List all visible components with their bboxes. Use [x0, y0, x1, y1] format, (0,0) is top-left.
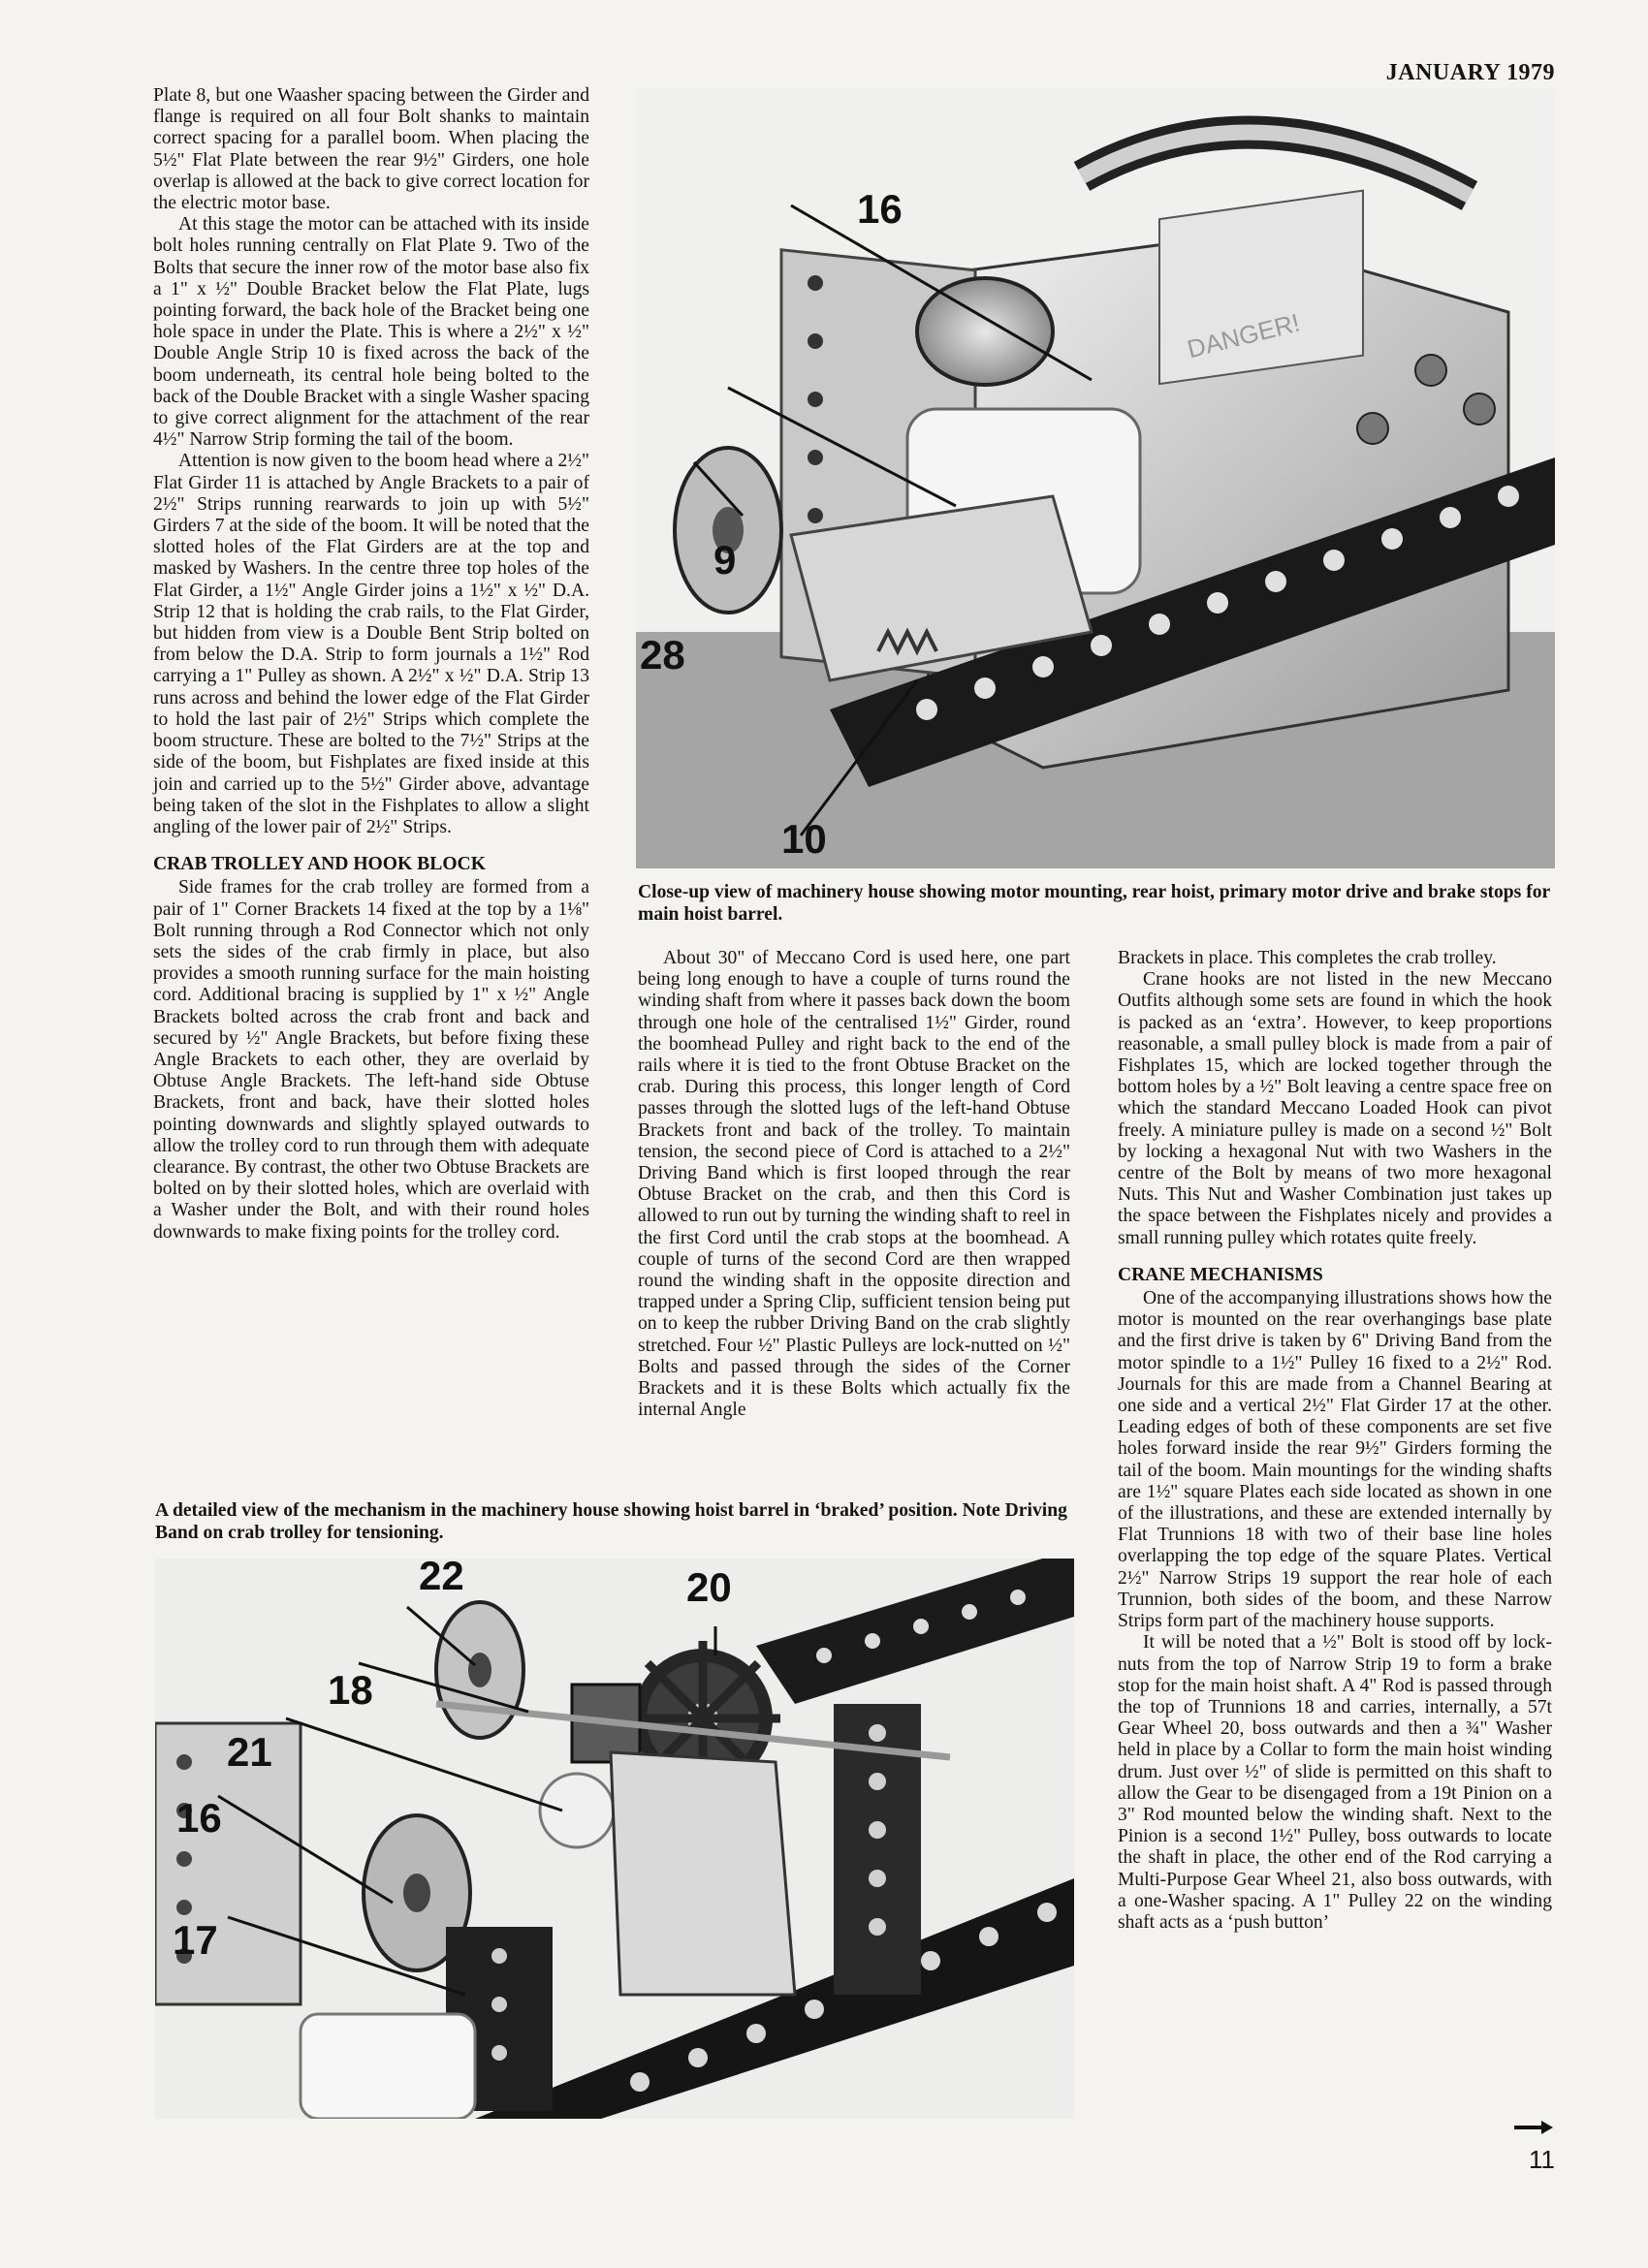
paragraph: Attention is now given to the boom head where a 2½" Flat Girder 11 is attached by Angle Brackets to a pair of 2½" Strips running rearwards to join up with 5½" Girders 7 at the side of the boom. It will be noted that the slotted holes of the Flat Girders are at the top and masked by Washers. In the centre three top holes of the Flat Girder, a 1½" Angle Girder joins a 1½" x ½" D.A. Strip 12 that is holding the crab rails, to the Flat Girder, but hidden from view is a Double Bent Strip bolted on from below the D.A. Strip to form journals a 1½" Rod carrying a 1" Pulley as shown. A 2½" x ½" D.A. Strip 13 runs across and behind the lower edge of the Flat Girder to hold the last pair of 2½" Strips which complete the boom structure. These are bolted to the 7½" Strips at the side of the boom, but Fishplates are fixed inside at this join and carried up to the 5½" Girder above, advantage being taken of the slot in the Fishplates to allow a slight angling of the lower pair of 2½" Strips.	[153, 451, 589, 837]
callout-label-17: 17	[173, 1917, 218, 1963]
callout-label-22: 22	[419, 1559, 464, 1598]
photo-bottom-illustration	[155, 1559, 1074, 2119]
callout-label-10: 10	[781, 816, 827, 862]
callout-label-28: 28	[640, 632, 685, 677]
section-heading-crab-trolley: CRAB TROLLEY AND HOOK BLOCK	[153, 854, 486, 875]
callout-label-20: 20	[686, 1564, 732, 1610]
photo-machinery-house-closeup	[636, 89, 1555, 868]
text-column-left	[153, 85, 589, 1244]
callout-label-16-bottom: 16	[176, 1795, 222, 1841]
paragraph: Plate 8, but one Waasher spacing between the Girder and flange is required on all four Bolt shanks to maintain correct spacing for a parallel boom. When placing the 5½" Flat Plate between the rear 9½" Girders, one hole overlap is allowed at the back to give correct location for the electric motor base.	[153, 85, 589, 214]
paragraph: About 30" of Meccano Cord is used here, one part being long enough to have a couple of turns round the winding shaft from where it passes back down the boom through one hole of the centralised 1½" Girder, round the boomhead Pulley and right back to the end of the rails where it is tied to the front Obtuse Bracket on the crab. During this process, this longer length of Cord passes through the slotted lugs of the left-hand Obtuse Brackets front and back of the trolley. To maintain tension, the second piece of Cord is attached to a 2½" Driving Band which is first looped through the rear Obtuse Bracket on the crab, and then this Cord is allowed to run out by turning the winding shaft to reel in the first Cord until the crab stops at the boomhead. A couple of turns of the second Cord are then wrapped round the winding shaft in the opposite direction and trapped under a Spring Clip, sufficient tension being put on to keep the rubber Driving Band on the crab slightly stretched. Four ½" Plastic Pulleys are lock-nutted on ½" Bolts and passed through the sides of the Corner Brackets and it is these Bolts which actually fix the internal Angle	[638, 948, 1070, 1421]
danger-sign-text: DANGER!	[1184, 307, 1303, 364]
paragraph: One of the accompanying illustrations shows how the motor is mounted on the rear overhangings base plate and the first drive is taken by 6" Driving Band from the motor spindle to a 1½" Pulley 16 fixed to a 2½" Rod. Journals for this are made from a Channel Bearing at one side and a vertical 2½" Flat Girder 17 at the other. Leading edges of both of these components are set five holes forward inside the rear 9½" Girders forming the tail of the boom. Main mountings for the winding shafts are 1½" square Plates each side located as shown in one of the illustrations, and these are extended internally by Flat Trunnions 18 with two of their base line holes overlapping the top edge of the square Plates. Vertical 2½" Narrow Strips 19 support the rear hole of each Trunnion, both sides of the boom, and these Narrow Strips form part of the machinery house supports.	[1118, 1288, 1552, 1632]
photo-mechanism-detail	[155, 1559, 1074, 2119]
text-column-right	[1118, 948, 1552, 1934]
page-header-date: JANUARY 1979	[1385, 60, 1555, 85]
text-column-middle	[638, 948, 1070, 1421]
photo-top-caption: Close-up view of machinery house showing motor mounting, rear hoist, primary motor drive and brake stops for main hoist barrel.	[638, 882, 1550, 925]
callout-label-9: 9	[713, 537, 737, 583]
continued-arrow-icon	[1514, 2121, 1553, 2134]
section-heading-crane-mechanisms: CRANE MECHANISMS	[1118, 1264, 1323, 1285]
photo-bottom-caption: A detailed view of the mechanism in the machinery house showing hoist barrel in ‘braked’ position. Note Driving Band on crab trolley for tensioning.	[155, 1500, 1067, 1543]
page-number: 11	[1529, 2145, 1555, 2174]
paragraph: Side frames for the crab trolley are formed from a pair of 1" Corner Brackets 14 fixed at the top by a 1⅛" Bolt running through a Rod Connector which not only sets the sides of the crab firmly in place, but also provides a smooth running surface for the main hoisting cord. Additional bracing is supplied by 1" x ½" Angle Brackets bolted across the crab front and back and secured by ½" Angle Brackets, but before fixing these Angle Brackets to each other, they are overlaid by Obtuse Angle Brackets. The left-hand side Obtuse Brackets, front and back, have their slotted holes pointing downwards and slightly splayed outwards to allow the trolley cord to run through them with adequate clearance. By contrast, the other two Obtuse Brackets are bolted on by their slotted holes, which are overlaid with a Washer under the Bolt, and with their round holes downwards to make fixing points for the trolley cord.	[153, 877, 589, 1243]
callout-label-21: 21	[227, 1729, 272, 1775]
callout-label-18: 18	[328, 1667, 373, 1713]
paragraph: Crane hooks are not listed in the new Meccano Outfits although some sets are found in which the hook is packed as an ‘extra’. However, to keep proportions reasonable, a small pulley block is made from a pair of Fishplates 15, which are locked together through the bottom holes by a ½" Bolt leaving a centre space free on which the standard Meccano Loaded Hook can pivot freely. A miniature pulley is made on a second ½" Bolt by locking a hexagonal Nut with two Washers in the centre of the Bolt by means of two more hexagonal Nuts. This Nut and Washer Combination just takes up the space between the Fishplates nicely and provides a small running pulley which rotates quite freely.	[1118, 969, 1552, 1248]
paragraph: At this stage the motor can be attached with its inside bolt holes running centrally on Flat Plate 9. Two of the Bolts that secure the inner row of the motor base also fix a 1" x ½" Double Bracket below the Flat Plate, lugs pointing forward, the back hole of the Bracket being one hole space in under the Plate. This is where a 2½" x ½" Double Angle Strip 10 is fixed across the back of the boom underneath, its central hole being bolted to the back of the Double Bracket with a single Washer spacing to give correct alignment for the attachment of the rear 4½" Narrow Strip forming the tail of the boom.	[153, 214, 589, 451]
paragraph: Brackets in place. This completes the crab trolley.	[1118, 948, 1497, 968]
photo-top-illustration	[636, 89, 1555, 868]
paragraph: It will be noted that a ½" Bolt is stood off by lock-nuts from the top of Narrow Strip 19 to form a brake stop for the main hoist shaft. A 4" Rod is passed through the top of Trunnions 18 and carries, internally, a 57t Gear Wheel 20, boss outwards and then a ¾" Washer held in place by a Collar to form the main hoist winding drum. Just over ½" of slide is permitted on this shaft to allow the Gear to be disengaged from a 19t Pinion on a 3" Rod mounted below the winding shaft. Next to the Pinion is a second 1½" Pulley, boss outwards to locate the shaft in place, the other end of the Rod carrying a Multi-Purpose Gear Wheel 21, also boss outwards, with a one-Washer spacing. A 1" Pulley 22 on the winding shaft acts as a ‘push button’	[1118, 1632, 1552, 1933]
callout-label-16: 16	[857, 186, 903, 232]
